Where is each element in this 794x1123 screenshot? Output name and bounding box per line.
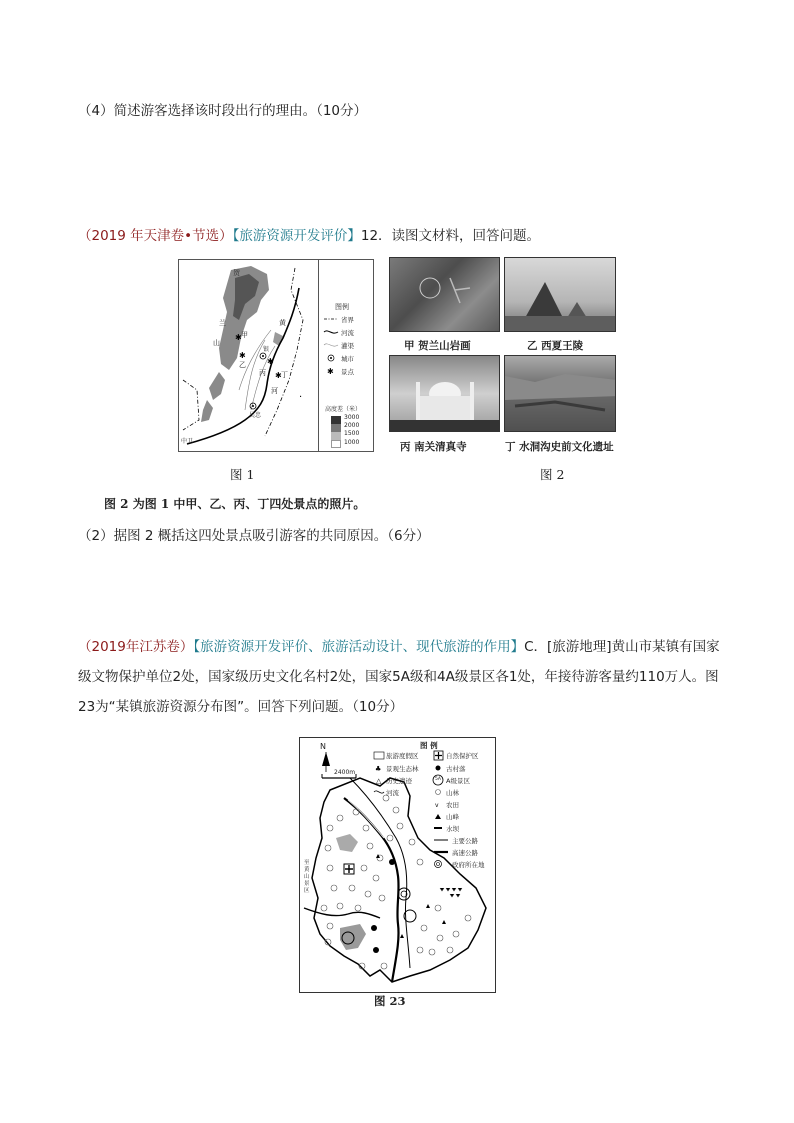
- legend-resort: 旅游度假区: [386, 752, 419, 760]
- photo-jia-caption: 甲 贺兰山岩画: [404, 340, 471, 352]
- map-place-lan: 兰: [219, 319, 226, 327]
- jiangsu-line-2: 级文物保护单位2处，国家级历史文化名村2处，国家5A级和4A级景区各1处，年接待游客量约110万人。图: [78, 669, 719, 685]
- photo-yi-xixia-tombs: [504, 257, 616, 332]
- figure-23-legend: [372, 740, 494, 874]
- jiangsu-source: （2019年江苏卷）: [78, 639, 194, 655]
- question-4: （4）简述游客选择该时段出行的理由。（10分）: [78, 103, 368, 119]
- legend-historic: 历史遗迹: [386, 777, 412, 785]
- legend-5a-badge: 5A: [435, 777, 441, 782]
- legend-title: 图例: [335, 303, 349, 311]
- map-place-ding: 丁: [281, 371, 288, 379]
- legend-river: 河流: [386, 789, 399, 797]
- legend-main-road: 主要公路: [452, 837, 478, 845]
- tianjin-heading: [78, 226, 540, 246]
- legend-eco-forest: 景观生态林: [386, 765, 419, 773]
- svg-text:✱: ✱: [327, 367, 334, 376]
- legend-height-3000: 3000: [344, 414, 360, 421]
- tianjin-tag: 【旅游资源开发评价】: [232, 228, 361, 244]
- jiangsu-line-1-rest: C．[旅游地理]黄山市某镇有国家: [524, 639, 720, 655]
- figure-1-label: 图 1: [230, 467, 255, 482]
- map-place-river: 河: [271, 387, 278, 395]
- tianjin-source: （2019 年天津卷•节选）: [78, 228, 233, 244]
- question-2: （2）据图 2 概括这四处景点吸引游客的共同原因。（6分）: [78, 528, 430, 544]
- legend-farmland: 农田: [446, 801, 459, 809]
- mosque-graphic: [390, 356, 500, 432]
- legend-height-1000: 1000: [344, 439, 360, 446]
- ningxia-map-graphic: [179, 260, 318, 451]
- legend-expressway: 高速公路: [452, 849, 478, 857]
- map-place-huang: 黄: [279, 319, 286, 327]
- photo-ding-shuidonggou: [504, 355, 616, 432]
- legend-height-2000: 2000: [344, 422, 360, 429]
- map-scale-label: 2400m: [334, 769, 356, 776]
- map-place-yi: 乙: [239, 361, 246, 369]
- legend-item-river: 河流: [341, 329, 354, 337]
- legend-dam: 水坝: [446, 825, 459, 833]
- photo-ding-caption: 丁 水洞沟史前文化遗址: [505, 441, 614, 453]
- tianjin-question-intro: 12．读图文材料，回答问题。: [360, 228, 541, 244]
- photo-bing-caption: 丙 南关清真寺: [400, 441, 467, 453]
- legend-forest: 山林: [446, 789, 459, 797]
- photo-bing-mosque: [389, 355, 500, 432]
- map-place-he: 贺: [233, 269, 240, 277]
- map23-legend-symbols: [372, 740, 494, 874]
- svg-text:♣: ♣: [375, 765, 382, 773]
- rock-art-graphic: [390, 258, 500, 332]
- photo-yi-caption: 乙 西夏王陵: [527, 340, 584, 352]
- svg-text:v: v: [435, 802, 439, 809]
- jiangsu-tag: 【旅游资源开发评价、旅游活动设计、现代旅游的作用】: [193, 639, 525, 655]
- legend-peak: 山峰: [446, 813, 459, 821]
- jiangsu-line-1: [78, 637, 720, 657]
- legend-item-spot: 景点: [341, 368, 354, 376]
- legend-a-scenic: A级景区: [446, 777, 470, 785]
- figure-2-label: 图 2: [540, 467, 565, 482]
- map-place-bing: 丙: [259, 369, 266, 377]
- legend-height-1500: 1500: [344, 430, 360, 437]
- map23-legend-title: 图 例: [420, 741, 438, 750]
- legend-ancient-village: 古村落: [446, 765, 466, 773]
- svg-text:✱: ✱: [267, 357, 274, 366]
- jiangsu-line-3: 23为“某镇旅游资源分布图”。回答下列问题。（10分）: [78, 699, 404, 715]
- map-place-jia: 甲: [241, 331, 248, 339]
- map-north-label: N: [320, 742, 326, 751]
- xixia-tomb-graphic: [505, 258, 616, 332]
- figure-1-legend-frame: [319, 259, 374, 452]
- figure-23-map: [299, 737, 496, 993]
- legend-government: 政府所在地: [452, 861, 485, 869]
- svg-text:✱: ✱: [239, 351, 246, 360]
- legend-item-city: 城市: [341, 355, 354, 363]
- figure-23-label: 图 23: [374, 994, 406, 1008]
- map-place-wuzhong: 吴忠: [249, 412, 262, 419]
- legend-item-border: 省界: [341, 316, 354, 324]
- svg-text:·: ·: [299, 392, 303, 403]
- svg-text:✱: ✱: [235, 333, 242, 342]
- map-side-label: 至黄山景区: [304, 860, 310, 894]
- map-place-shan: 山: [213, 339, 220, 347]
- legend-item-canal: 灌渠: [341, 342, 354, 350]
- legend-reserve: 自然保护区: [446, 752, 479, 760]
- figure-note: 图 2 为图 1 中甲、乙、丙、丁四处景点的照片。: [104, 497, 366, 511]
- map-place-yin: 银: [263, 346, 270, 353]
- figure-1-map: [178, 259, 319, 452]
- legend-height-title: 高度差（米）: [325, 406, 362, 413]
- canyon-graphic: [505, 356, 616, 432]
- svg-text:✱: ✱: [275, 371, 282, 380]
- photo-jia-rock-art: [389, 257, 500, 332]
- map-place-zhongwei: 中卫: [181, 438, 194, 445]
- svg-text:△: △: [376, 777, 382, 785]
